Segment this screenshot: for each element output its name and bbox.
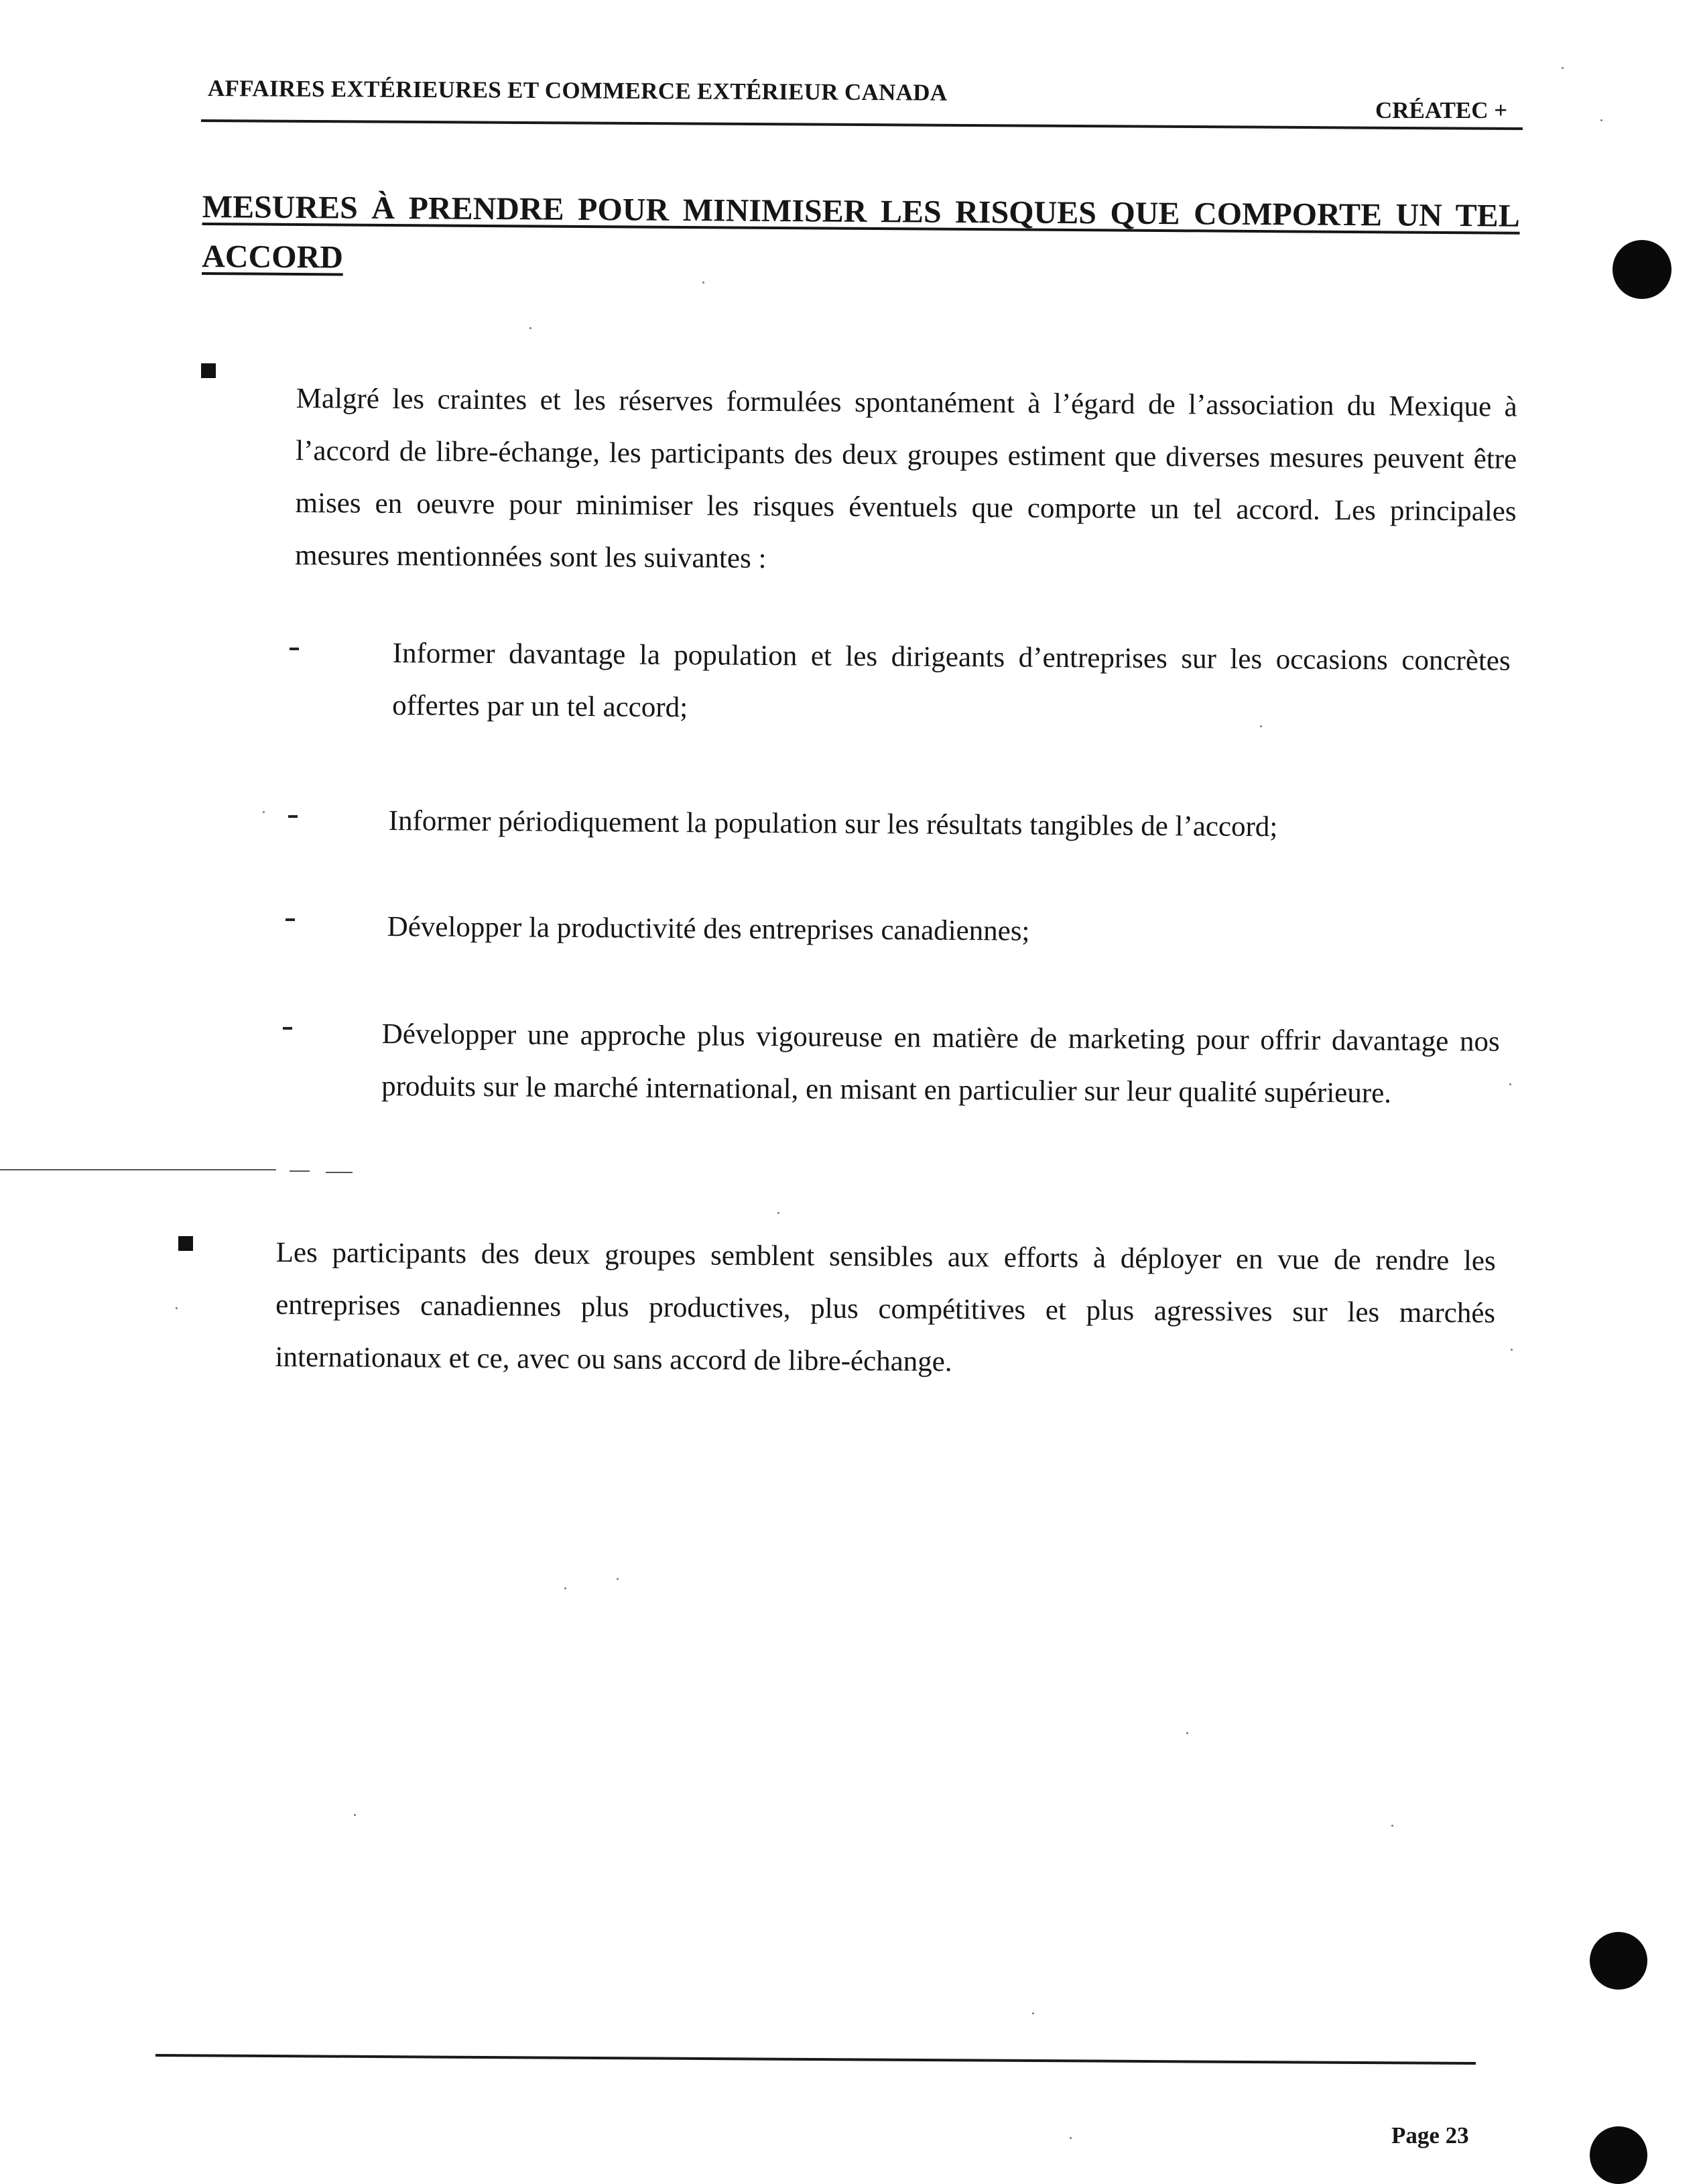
scan-speck bbox=[564, 1587, 566, 1589]
scan-speck bbox=[354, 1814, 356, 1816]
punch-hole bbox=[1590, 2126, 1647, 2184]
scan-speck bbox=[1186, 1732, 1188, 1734]
scan-speck bbox=[617, 1578, 619, 1580]
scan-speck bbox=[1511, 1349, 1513, 1351]
scan-artifact-line bbox=[0, 1169, 276, 1170]
scan-speck bbox=[702, 282, 704, 284]
bullet-square-icon bbox=[178, 1236, 193, 1251]
sub-item-3: Développer la productivité des entreprises canadiennes; bbox=[387, 910, 1030, 947]
scan-artifact-line bbox=[326, 1172, 353, 1173]
scan-speck bbox=[1260, 725, 1262, 727]
section-title: MESURES À PRENDRE POUR MINIMISER LES RISQUES QUE COMPORTE UN TEL ACCORD bbox=[202, 188, 1520, 276]
dash-icon bbox=[290, 648, 299, 650]
scan-speck bbox=[1509, 1083, 1511, 1085]
header-organization: AFFAIRES EXTÉRIEURES ET COMMERCE EXTÉRIEUR CANADA bbox=[207, 75, 948, 106]
scan-artifact-line bbox=[290, 1170, 310, 1172]
scan-speck bbox=[1562, 67, 1564, 69]
bullet-square-icon bbox=[201, 363, 216, 378]
header-rule bbox=[201, 119, 1523, 130]
header-company: CRÉATEC + bbox=[1375, 97, 1508, 123]
dash-icon bbox=[288, 815, 298, 818]
bullet-paragraph-1: Malgré les craintes et les réserves formulées spontanément à l’égard de l’association du Mexique à l’accord de libre-échange, les participants des deux groupes estiment que diverses mesures peuvent être mises en oeuvre pour minimiser les risques éventuels que comporte un tel accord. Les principales mesures mentionnées sont les suivantes : bbox=[294, 382, 1517, 574]
scan-speck bbox=[1070, 2137, 1072, 2139]
bullet-paragraph-2: Les participants des deux groupes semblent sensibles aux efforts à déployer en vue de rendre les entreprises canadiennes plus productives, plus compétitives et plus agressives sur les marchés internationaux et ce, avec ou sans accord de libre-échange. bbox=[275, 1236, 1496, 1378]
punch-hole bbox=[1590, 1932, 1647, 1990]
scan-speck bbox=[1391, 1825, 1393, 1827]
scan-speck bbox=[529, 327, 531, 329]
dash-icon bbox=[286, 918, 295, 921]
scan-speck bbox=[777, 1212, 779, 1214]
page-number: Page 23 bbox=[1391, 2122, 1469, 2148]
footer-rule bbox=[155, 2054, 1476, 2065]
sub-item-4: Développer une approche plus vigoureuse en matière de marketing pour offrir davantage nos produits sur le marché international, en misant en particulier sur leur qualité supérieure. bbox=[381, 1018, 1500, 1109]
scan-speck bbox=[176, 1307, 178, 1309]
punch-hole bbox=[1613, 240, 1671, 299]
sub-item-2: Informer périodiquement la population sur les résultats tangibles de l’accord; bbox=[388, 804, 1278, 843]
scan-speck bbox=[1600, 119, 1602, 121]
dash-icon bbox=[283, 1027, 292, 1030]
scan-speck bbox=[1032, 2012, 1034, 2014]
scan-speck bbox=[263, 811, 265, 813]
sub-item-1: Informer davantage la population et les dirigeants d’entreprises sur les occasions concrètes offertes par un tel accord; bbox=[392, 637, 1511, 724]
